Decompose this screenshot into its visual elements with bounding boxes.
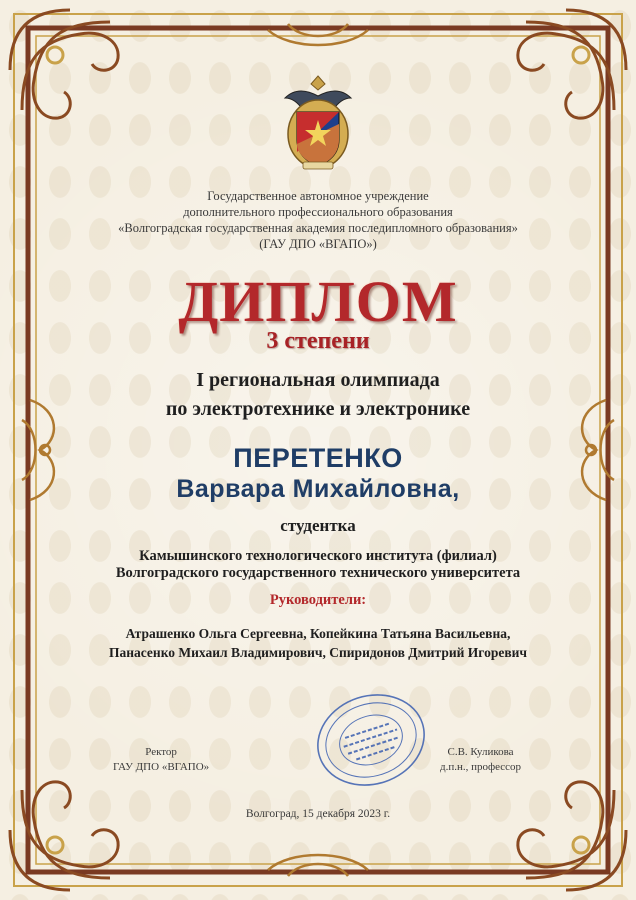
recipient-role: студентка [280, 516, 356, 535]
rector-org: ГАУ ДПО «ВГАПО» [113, 761, 210, 773]
signatory-block [440, 745, 521, 775]
signatory-title: д.п.н., профессор [440, 761, 522, 773]
organization-block [60, 548, 576, 582]
diploma-degree: 3 степени [266, 328, 370, 354]
event-line-2: по электротехнике и электронике [165, 398, 471, 420]
institution-line-2: дополнительного профессионального образования [183, 205, 453, 219]
event-line-1: I региональная олимпиада [196, 369, 440, 391]
diploma-title: ДИПЛОМ [178, 269, 458, 334]
organization-line-1: Камышинского технологического института (филиал) [139, 548, 497, 564]
supervisors-line-2: Панасенко Михаил Владимирович, Спиридонов Дмитрий Игоревич [108, 645, 528, 660]
official-stamp [311, 690, 431, 790]
recipient-given-names: Варвара Михайловна, [176, 475, 460, 503]
institution-line-4: (ГАУ ДПО «ВГАПО») [259, 237, 377, 251]
rector-signature-block [113, 745, 209, 775]
signatory-name: С.В. Куликова [447, 746, 514, 758]
institution-header [60, 188, 576, 252]
recipient-surname: ПЕРЕТЕНКО [233, 443, 403, 473]
issue-date: Волгоград, 15 декабря 2023 г. [245, 808, 391, 820]
supervisors-label: Руководители: [269, 592, 367, 608]
rector-title: Ректор [145, 746, 177, 758]
institution-line-3: «Волгоградская государственная академия последипломного образования» [118, 221, 518, 235]
academy-emblem [281, 74, 355, 174]
supervisors-line-1: Атрашенко Ольга Сергеевна, Копейкина Татьяна Васильевна, [125, 626, 511, 641]
institution-line-1: Государственное автономное учреждение [207, 189, 429, 203]
event-name [60, 366, 576, 424]
supervisors-list [60, 624, 576, 662]
organization-line-2: Волгоградского государственного технического университета [115, 565, 521, 581]
